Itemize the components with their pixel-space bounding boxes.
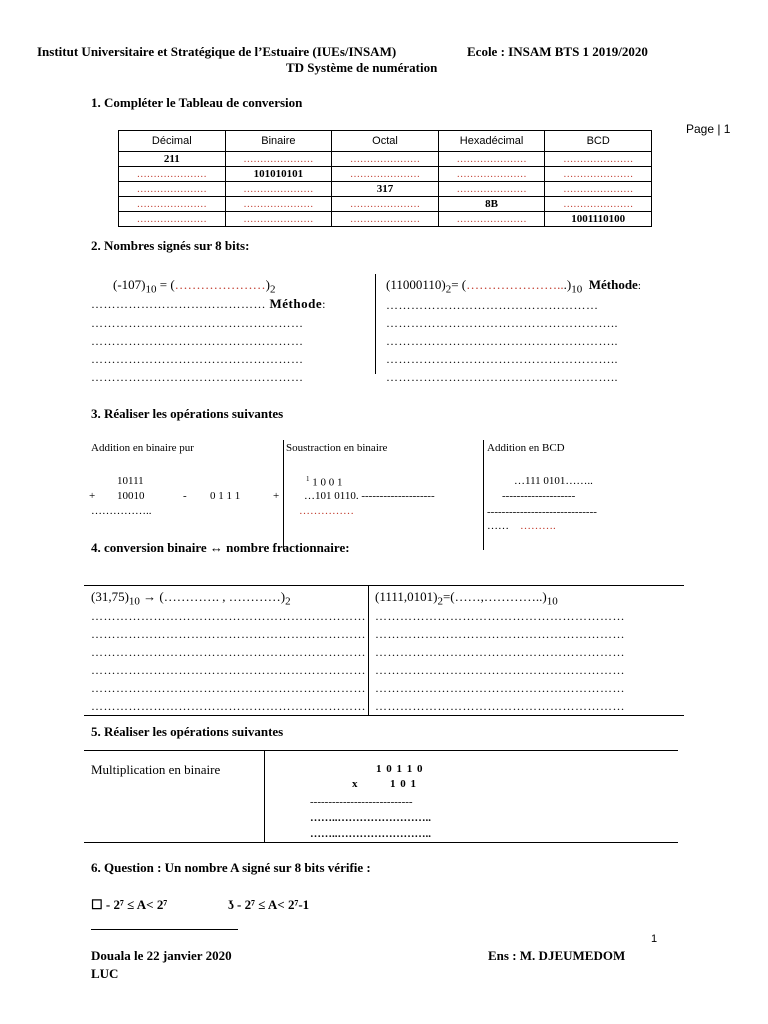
table-cell: …………………: [545, 197, 652, 212]
multiplier: 1 0 1: [390, 778, 417, 790]
left-method-line: [91, 296, 326, 312]
right-close: .): [563, 277, 572, 292]
left-close: ): [265, 277, 271, 292]
table-cell: …………………: [545, 167, 652, 182]
binary-number: (1111,0101): [375, 589, 438, 604]
table-cell: …………………: [225, 152, 332, 167]
dotted-line: …………………………………………………………: [91, 645, 366, 659]
table-cell: …………………: [332, 152, 439, 167]
dotted-line: …………………………………………………………: [91, 699, 366, 713]
left-answer-blank: …………………: [174, 277, 266, 292]
table-row: [119, 167, 652, 182]
dotted-line: ……………………………………………………: [375, 663, 625, 677]
multiplication-label: Multiplication en binaire: [91, 762, 221, 777]
table-cell: …………………: [119, 197, 226, 212]
section-5-title: 5. Réaliser les opérations suivantes: [91, 724, 284, 739]
section-3-title: 3. Réaliser les opérations suivantes: [91, 406, 284, 421]
right-target-base: 10: [571, 283, 583, 296]
dotted-line: ………………………………………………..: [386, 370, 618, 384]
right-eq: = (: [451, 277, 467, 292]
left-target-base: 2: [270, 283, 276, 296]
base-10: 10: [128, 595, 140, 608]
table-row: [119, 197, 652, 212]
binary-addition-label: Addition en binaire pur: [91, 442, 194, 454]
right-base: 2: [445, 283, 452, 296]
colon: :: [637, 280, 641, 292]
column-header: Octal: [332, 131, 439, 152]
operand-2: 10010: [117, 490, 145, 502]
section-1-title: 1. Compléter le Tableau de conversion: [91, 95, 303, 110]
column-header: BCD: [545, 131, 652, 152]
bcd-line: --------------------: [502, 490, 576, 502]
left-number: (-107): [113, 277, 146, 292]
dotted-line: ……………………………………………: [91, 370, 304, 384]
right-number: (11000110): [386, 277, 446, 292]
table-cell: …………………: [332, 212, 439, 227]
dotted-line: ……………………………………………: [91, 352, 304, 366]
bcd-addition-label: Addition en BCD: [487, 442, 565, 454]
dotted-line: …………………………………………………………: [91, 681, 366, 695]
table-cell: …………………: [225, 182, 332, 197]
bcd-line: ------------------------------: [487, 506, 597, 518]
operand-1: 10111: [117, 475, 144, 487]
table-cell: …………………: [332, 167, 439, 182]
dotted-line: ……………………………………………………: [375, 681, 625, 695]
bcd-result: [487, 520, 556, 532]
dotted-line: ……………………………………………………: [375, 645, 625, 659]
teacher-name: Ens : M. DJEUMEDOM: [488, 948, 626, 963]
dotted-line: ………………………………………………..: [386, 334, 618, 348]
school-info: Ecole : INSAM BTS 1 2019/2020: [467, 44, 648, 59]
base-10: 10: [546, 595, 558, 608]
conversion-table: [118, 130, 652, 227]
table-cell: …………………: [545, 182, 652, 197]
subtraction-result: ……………: [299, 505, 354, 517]
result-blank: ……………..: [91, 505, 152, 517]
table-bottom-rule: [84, 715, 684, 716]
minuend: [306, 475, 343, 489]
dotted-line: ……………………………………………: [386, 298, 599, 312]
table-cell: …………………: [119, 182, 226, 197]
dotted-line: ……………………………………………………: [375, 609, 625, 623]
footnote-number: 1: [651, 933, 658, 945]
table-cell: 8B: [438, 197, 545, 212]
dotted-line: ……………………………………………: [91, 316, 304, 330]
column-divider: [375, 274, 376, 374]
result-blank: ……: [487, 520, 509, 532]
table-cell: 317: [332, 182, 439, 197]
table-cell: …………………: [225, 212, 332, 227]
column-divider: [368, 585, 369, 715]
plus-sign: +: [273, 490, 280, 502]
fraction-right-expression: [375, 589, 558, 608]
table-row: [119, 182, 652, 197]
table-cell: …………………: [438, 167, 545, 182]
dotted-line: ……………………………………: [91, 297, 270, 311]
dotted-line: …………………………………………………………: [91, 609, 366, 623]
table-cell: …………………: [438, 152, 545, 167]
result-rule: ----------------------------: [310, 796, 413, 808]
table-cell: …………………: [332, 197, 439, 212]
left-base: 10: [145, 283, 157, 296]
dotted-line: ……………………………………………: [91, 334, 304, 348]
column-divider: [483, 440, 484, 550]
dotted-line: …………………………………………………………: [91, 627, 366, 641]
table-top-rule: [84, 750, 678, 751]
table-cell: 211: [119, 152, 226, 167]
minus-sign: -: [183, 490, 187, 502]
left-eq: = (: [156, 277, 175, 292]
footnote-rule: [91, 929, 238, 930]
plus-sign: +: [89, 490, 96, 502]
bcd-operand: …111 0101……..: [514, 475, 593, 487]
option-2: ʖ - 2⁷ ≤ A< 2⁷-1: [228, 897, 310, 912]
luc-label: LUC: [91, 966, 119, 981]
result-blank: ……….: [520, 520, 556, 532]
dotted-line: …………………………………………………………: [91, 663, 366, 677]
dotted-line: ……………………………………………………: [375, 699, 625, 713]
dotted-line: ……………………………………………………: [375, 627, 625, 641]
minuend-value: 1 0 0 1: [309, 476, 343, 489]
document-title: TD Système de numération: [286, 60, 438, 75]
table-cell: …………………: [119, 167, 226, 182]
colon: :: [322, 297, 326, 311]
column-divider: [264, 750, 265, 842]
table-cell: 1001110100: [545, 212, 652, 227]
table-cell: 101010101: [225, 167, 332, 182]
method-label: Méthode: [588, 277, 638, 292]
base-2: 2: [285, 595, 291, 608]
conversion-arrow: → (…………. , …………): [139, 589, 286, 604]
section-2-title: 2. Nombres signés sur 8 bits:: [91, 238, 250, 253]
operand-3: 0 1 1 1: [210, 490, 241, 502]
partial-product-line: ……..……………………..: [310, 812, 431, 824]
table-cell: …………………: [438, 212, 545, 227]
partial-product-line: ……..……………………..: [310, 828, 431, 840]
section-4-title: 4. conversion binaire ↔ nombre fractionnaire:: [91, 540, 350, 555]
answer-blank: =(……,…………..): [442, 589, 547, 604]
table-bottom-rule: [84, 842, 678, 843]
table-row: [119, 212, 652, 227]
table-cell: …………………: [119, 212, 226, 227]
place-and-date: Douala le 22 janvier 2020: [91, 948, 232, 963]
dotted-line: ………………………………………………..: [386, 352, 618, 366]
dotted-line: ………………………………………………..: [386, 316, 618, 330]
column-header: Décimal: [119, 131, 226, 152]
subtrahend: …101 0110. --------------------: [304, 490, 435, 502]
option-1: ☐ - 2⁷ ≤ A< 2⁷: [91, 897, 168, 912]
table-cell: …………………: [438, 182, 545, 197]
fraction-left-expression: [91, 589, 291, 608]
table-cell: …………………: [225, 197, 332, 212]
binary-subtraction-label: Soustraction en binaire: [286, 442, 388, 454]
right-answer-blank: …………………..: [466, 277, 564, 292]
method-label: Méthode: [269, 296, 323, 311]
signed-left-expression: [113, 277, 276, 296]
section-6-title: 6. Question : Un nombre A signé sur 8 bits vérifie :: [91, 860, 371, 875]
column-divider: [283, 440, 284, 550]
table-row: [119, 152, 652, 167]
column-header: Binaire: [225, 131, 332, 152]
base-2: 2: [437, 595, 443, 608]
table-top-rule: [84, 585, 684, 586]
decimal-number: (31,75): [91, 589, 129, 604]
signed-right-expression: [386, 277, 641, 296]
addition-result: [91, 505, 152, 517]
borrow-mark: 1: [306, 475, 310, 483]
table-cell: …………………: [545, 152, 652, 167]
multiplicand: 1 0 1 1 0: [376, 763, 424, 775]
column-header: Hexadécimal: [438, 131, 545, 152]
page-label: Page | 1: [686, 122, 731, 136]
institute-name: Institut Universitaire et Stratégique de l’Estuaire (IUEs/INSAM): [37, 44, 397, 59]
times-sign: x: [352, 778, 358, 790]
